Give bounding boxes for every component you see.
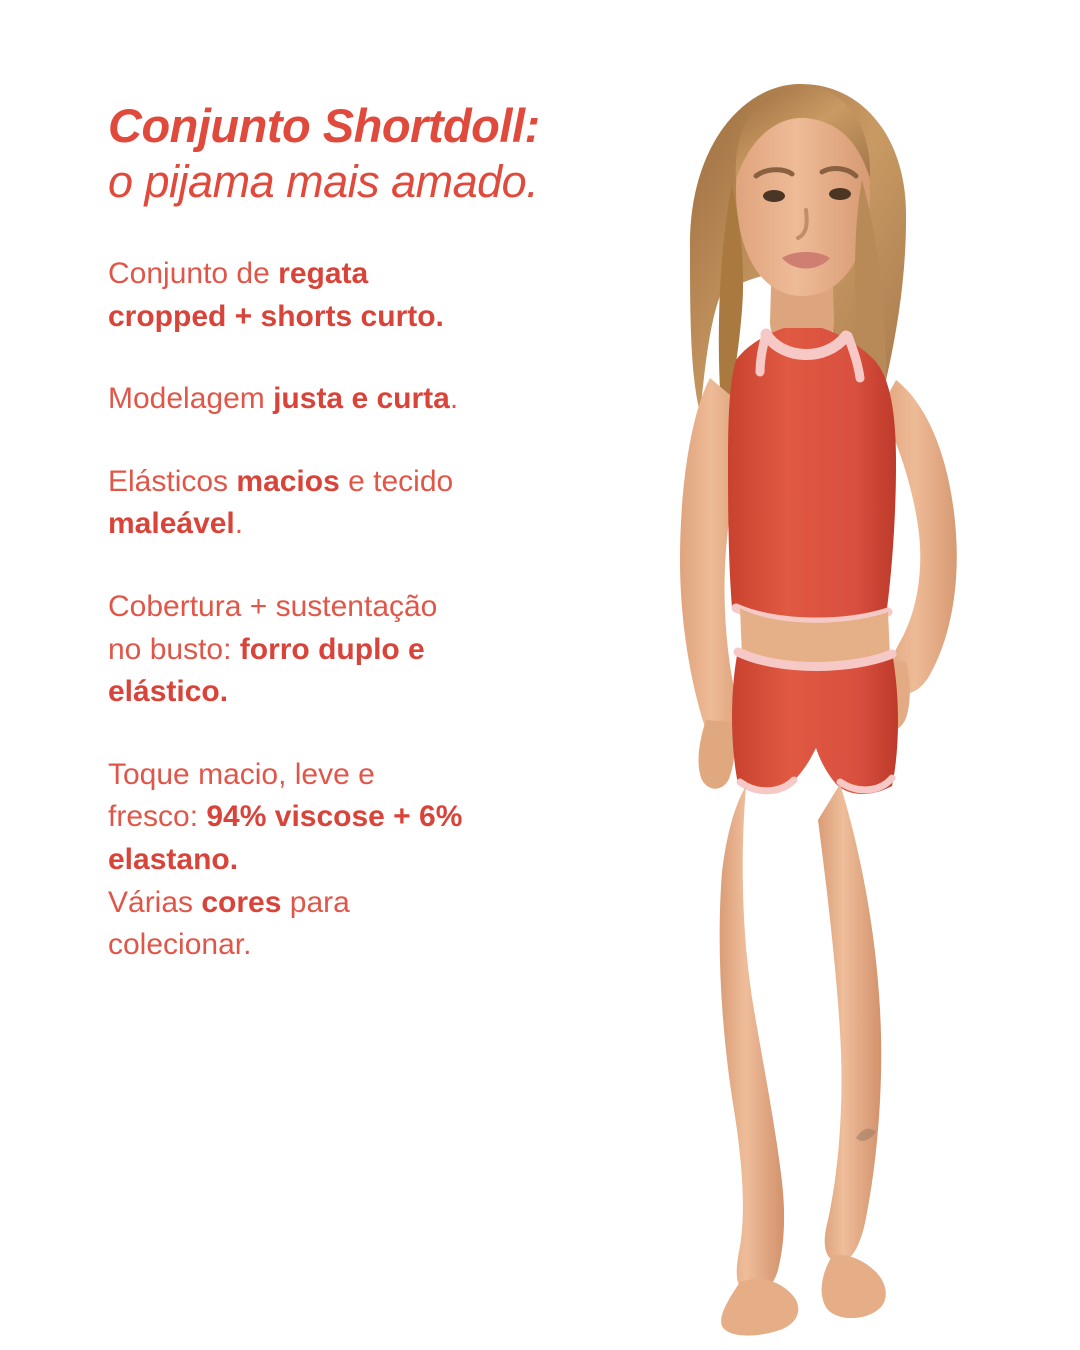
bullet-2-bold-2: maleável xyxy=(108,507,235,541)
bullet-4-tail-4: para xyxy=(281,885,350,919)
bullet-3-plain-2: no busto: xyxy=(108,632,240,666)
bullet-2-tail: e tecido xyxy=(339,464,454,498)
bullet-2-line-2 xyxy=(108,503,608,546)
page-title xyxy=(108,100,628,207)
headline-line-1: Conjunto Shortdoll: xyxy=(108,99,540,152)
bullet-2-bold: macios xyxy=(236,464,340,498)
list-item-elasticos xyxy=(108,461,608,546)
bullet-4-plain-2: fresco: xyxy=(108,800,207,834)
bullet-3-bold-3: elástico. xyxy=(108,675,229,709)
bullet-4-plain: Toque macio, leve e xyxy=(108,757,375,791)
bullet-4-bold-2: 94% viscose + 6% xyxy=(206,800,463,834)
bullet-3-plain: Cobertura + sustentação xyxy=(108,589,438,623)
copy-column xyxy=(108,100,628,967)
bullet-0-bold: regata xyxy=(278,257,369,291)
feature-list xyxy=(108,253,628,967)
bullet-0-plain: Conjunto de xyxy=(108,257,279,291)
bullet-4-bold-3: elastano. xyxy=(108,842,239,876)
bullet-1-bold: justa e curta xyxy=(273,382,450,416)
bullet-2-plain: Elásticos xyxy=(108,464,237,498)
bullet-4-bold-4: cores xyxy=(201,885,282,919)
headline-line-2: o pijama mais amado. xyxy=(108,155,539,207)
list-item-composicao xyxy=(108,253,608,338)
bullet-4-plain-4: Várias xyxy=(108,885,202,919)
bullet-1-tail: . xyxy=(449,382,459,416)
bullet-4-line-2 xyxy=(108,796,608,839)
bullet-3-bold-2: forro duplo e xyxy=(239,632,425,666)
bullet-3-line-2 xyxy=(108,629,608,672)
list-item-toque xyxy=(108,754,608,967)
list-item-busto xyxy=(108,586,608,714)
bullet-4-line-4 xyxy=(108,882,608,925)
list-item-modelagem xyxy=(108,378,608,421)
bullet-4-line-5: colecionar. xyxy=(108,928,252,962)
bullet-0-bold-2: cropped + shorts curto. xyxy=(108,299,444,333)
bullet-1-plain: Modelagem xyxy=(108,382,274,416)
bullet-2-tail-2: . xyxy=(234,507,244,541)
